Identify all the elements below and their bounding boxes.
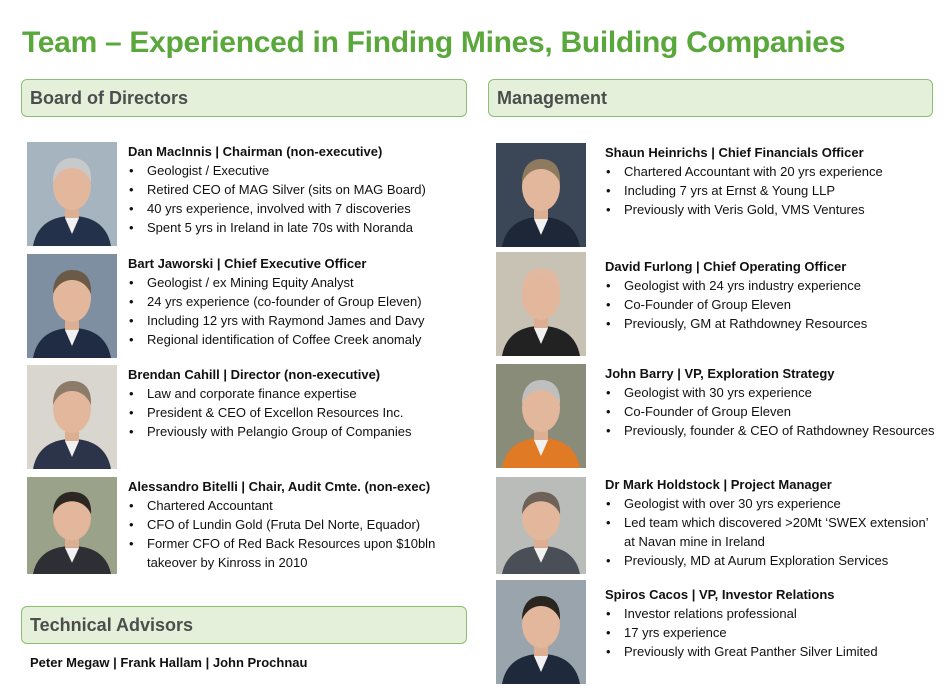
experience-bullet: • Geologist with 30 yrs experience xyxy=(605,383,935,402)
page-title: Team – Experienced in Finding Mines, Building Companies xyxy=(22,26,846,59)
experience-bullet: • Spent 5 yrs in Ireland in late 70s with Noranda xyxy=(128,218,463,237)
experience-list xyxy=(128,496,463,572)
experience-bullet: • Co-Founder of Group Eleven xyxy=(605,402,935,421)
experience-list xyxy=(128,161,463,237)
member-info xyxy=(605,257,935,333)
experience-bullet: • Including 7 yrs at Ernst & Young LLP xyxy=(605,181,935,200)
experience-list xyxy=(605,494,935,570)
experience-bullet: • Geologist / Executive xyxy=(128,161,463,180)
member-info xyxy=(605,475,935,570)
technical-advisors-names: Peter Megaw | Frank Hallam | John Prochnau xyxy=(30,655,308,670)
experience-bullet: • Chartered Accountant with 20 yrs experience xyxy=(605,162,935,181)
experience-bullet: • 40 yrs experience, involved with 7 discoveries xyxy=(128,199,463,218)
experience-bullet: • Previously with Veris Gold, VMS Ventures xyxy=(605,200,935,219)
portrait-photo xyxy=(27,254,117,358)
portrait-photo xyxy=(496,143,586,247)
member-info xyxy=(128,365,463,441)
experience-bullet: • 24 yrs experience (co-founder of Group Eleven) xyxy=(128,292,463,311)
experience-bullet: • Retired CEO of MAG Silver (sits on MAG Board) xyxy=(128,180,463,199)
member-name-title: Bart Jaworski | Chief Executive Officer xyxy=(128,256,367,271)
portrait-photo xyxy=(496,252,586,356)
experience-bullet: • Previously, MD at Aurum Exploration Services xyxy=(605,551,935,570)
member-name-title: David Furlong | Chief Operating Officer xyxy=(605,259,847,274)
experience-bullet: • 17 yrs experience xyxy=(605,623,935,642)
management-header: Management xyxy=(488,79,933,117)
experience-bullet: • Geologist with over 30 yrs experience xyxy=(605,494,935,513)
experience-bullet: • Geologist with 24 yrs industry experience xyxy=(605,276,935,295)
portrait-photo xyxy=(27,142,117,246)
experience-bullet: • Law and corporate finance expertise xyxy=(128,384,463,403)
member-info xyxy=(605,143,935,219)
experience-list xyxy=(128,273,463,349)
experience-bullet: • Previously with Great Panther Silver Limited xyxy=(605,642,935,661)
board-of-directors-header: Board of Directors xyxy=(21,79,467,117)
portrait-photo xyxy=(27,477,117,574)
experience-bullet: • Geologist / ex Mining Equity Analyst xyxy=(128,273,463,292)
experience-bullet: • President & CEO of Excellon Resources Inc. xyxy=(128,403,463,422)
experience-bullet: • Co-Founder of Group Eleven xyxy=(605,295,935,314)
member-info xyxy=(128,254,463,349)
member-name-title: Dan MacInnis | Chairman (non-executive) xyxy=(128,144,383,159)
experience-list xyxy=(605,383,935,440)
member-name-title: Brendan Cahill | Director (non-executive) xyxy=(128,367,381,382)
experience-bullet: • Former CFO of Red Back Resources upon $10bln takeover by Kinross in 2010 xyxy=(128,534,463,572)
experience-list xyxy=(128,384,463,441)
member-info xyxy=(128,477,463,572)
member-name-title: Spiros Cacos | VP, Investor Relations xyxy=(605,587,835,602)
portrait-photo xyxy=(27,365,117,469)
member-name-title: John Barry | VP, Exploration Strategy xyxy=(605,366,835,381)
member-name-title: Dr Mark Holdstock | Project Manager xyxy=(605,477,832,492)
experience-list xyxy=(605,604,935,661)
experience-bullet: • Led team which discovered >20Mt ‘SWEX extension’ at Navan mine in Ireland xyxy=(605,513,935,551)
member-info xyxy=(605,364,935,440)
experience-list xyxy=(605,162,935,219)
experience-bullet: • Previously with Pelangio Group of Companies xyxy=(128,422,463,441)
experience-bullet: • Previously, GM at Rathdowney Resources xyxy=(605,314,935,333)
member-name-title: Shaun Heinrichs | Chief Financials Officer xyxy=(605,145,864,160)
technical-advisors-header: Technical Advisors xyxy=(21,606,467,644)
experience-bullet: • CFO of Lundin Gold (Fruta Del Norte, Equador) xyxy=(128,515,463,534)
experience-bullet: • Including 12 yrs with Raymond James and Davy xyxy=(128,311,463,330)
member-info xyxy=(128,142,463,237)
experience-bullet: • Investor relations professional xyxy=(605,604,935,623)
portrait-photo xyxy=(496,364,586,468)
member-info xyxy=(605,585,935,661)
experience-bullet: • Previously, founder & CEO of Rathdowney Resources xyxy=(605,421,935,440)
portrait-photo xyxy=(496,580,586,684)
experience-bullet: • Chartered Accountant xyxy=(128,496,463,515)
experience-bullet: • Regional identification of Coffee Creek anomaly xyxy=(128,330,463,349)
member-name-title: Alessandro Bitelli | Chair, Audit Cmte. (non-exec) xyxy=(128,479,431,494)
experience-list xyxy=(605,276,935,333)
portrait-photo xyxy=(496,477,586,574)
